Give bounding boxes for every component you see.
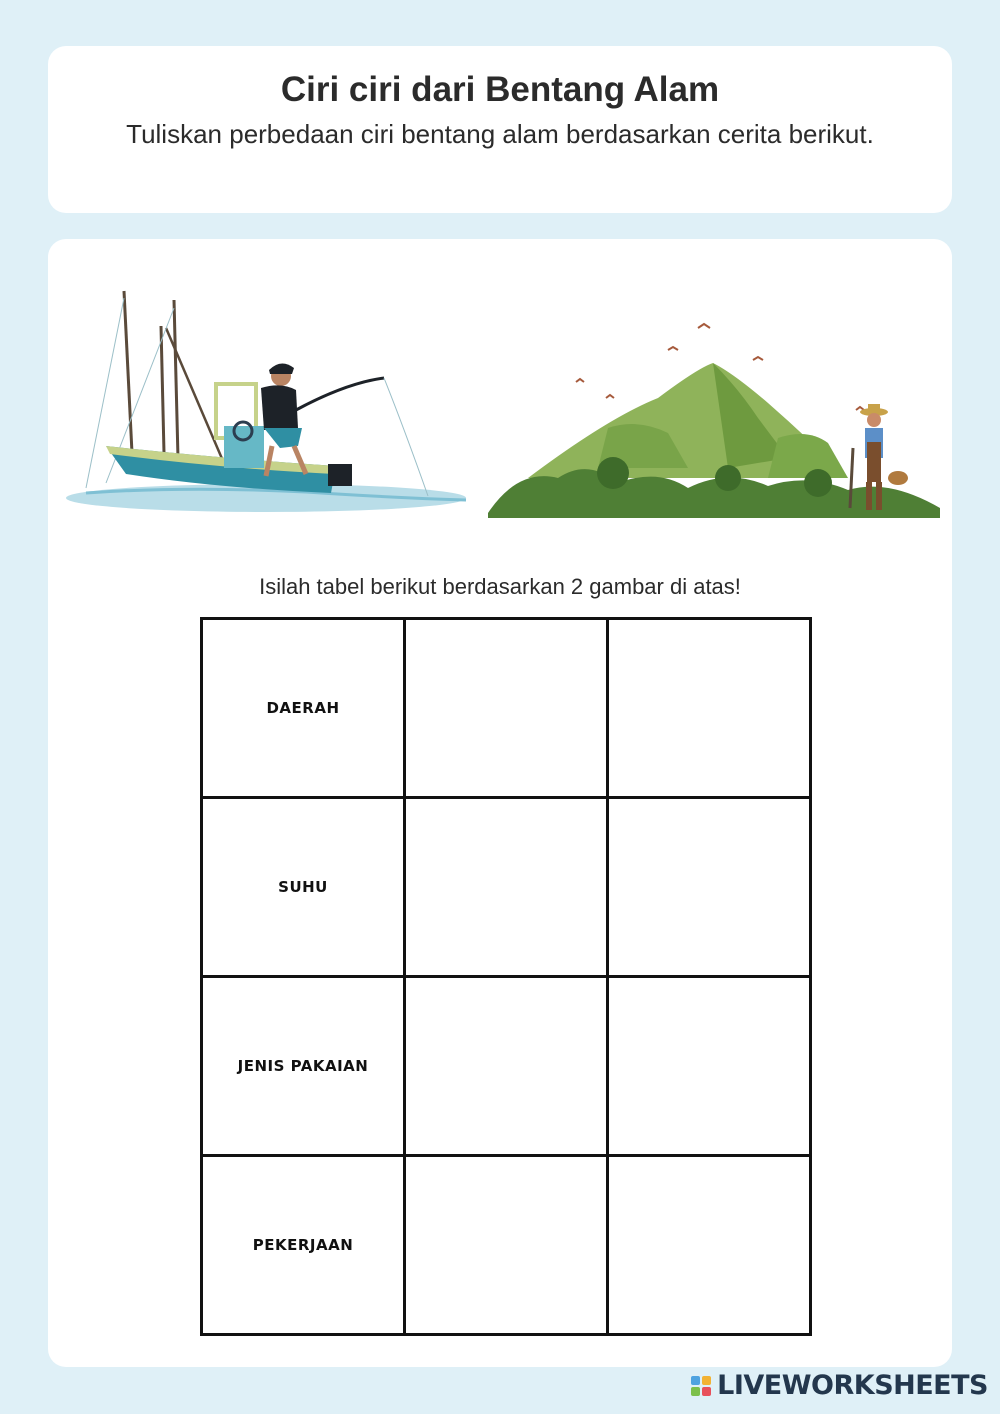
mountain-farmer-icon [488,318,943,520]
comparison-table [200,617,812,1336]
answer-cell[interactable] [405,1156,608,1335]
page-title: Ciri ciri dari Bentang Alam [280,70,720,109]
fisherman-boat-icon [66,288,468,518]
answer-cell[interactable] [405,798,608,977]
liveworksheets-brand[interactable] [691,1370,988,1401]
answer-cell[interactable] [405,619,608,798]
answer-cell[interactable] [608,1156,811,1335]
row-label-cell [202,798,405,977]
row-label-cell [202,1156,405,1335]
table-row [202,977,811,1156]
row-label-cell [202,619,405,798]
row-label: JENIS PAKAIAN [237,1056,369,1075]
answer-cell[interactable] [608,798,811,977]
row-label: SUHU [278,877,328,896]
brand-name: LIVEWORKSHEETS [717,1370,988,1401]
row-label: DAERAH [266,698,340,717]
answer-cell[interactable] [608,977,811,1156]
page-subtitle: Tuliskan perbedaan ciri bentang alam berdasarkan cerita berikut. [126,119,874,149]
answer-cell[interactable] [608,619,811,798]
table-row [202,1156,811,1335]
table-row [202,798,811,977]
header-card [48,46,952,213]
answer-cell[interactable] [405,977,608,1156]
row-label-cell [202,977,405,1156]
liveworksheets-logo-icon [691,1376,711,1396]
table-row [202,619,811,798]
row-label: PEKERJAAN [252,1235,354,1254]
table-instruction: Isilah tabel berikut berdasarkan 2 gambar di atas! [259,574,741,599]
